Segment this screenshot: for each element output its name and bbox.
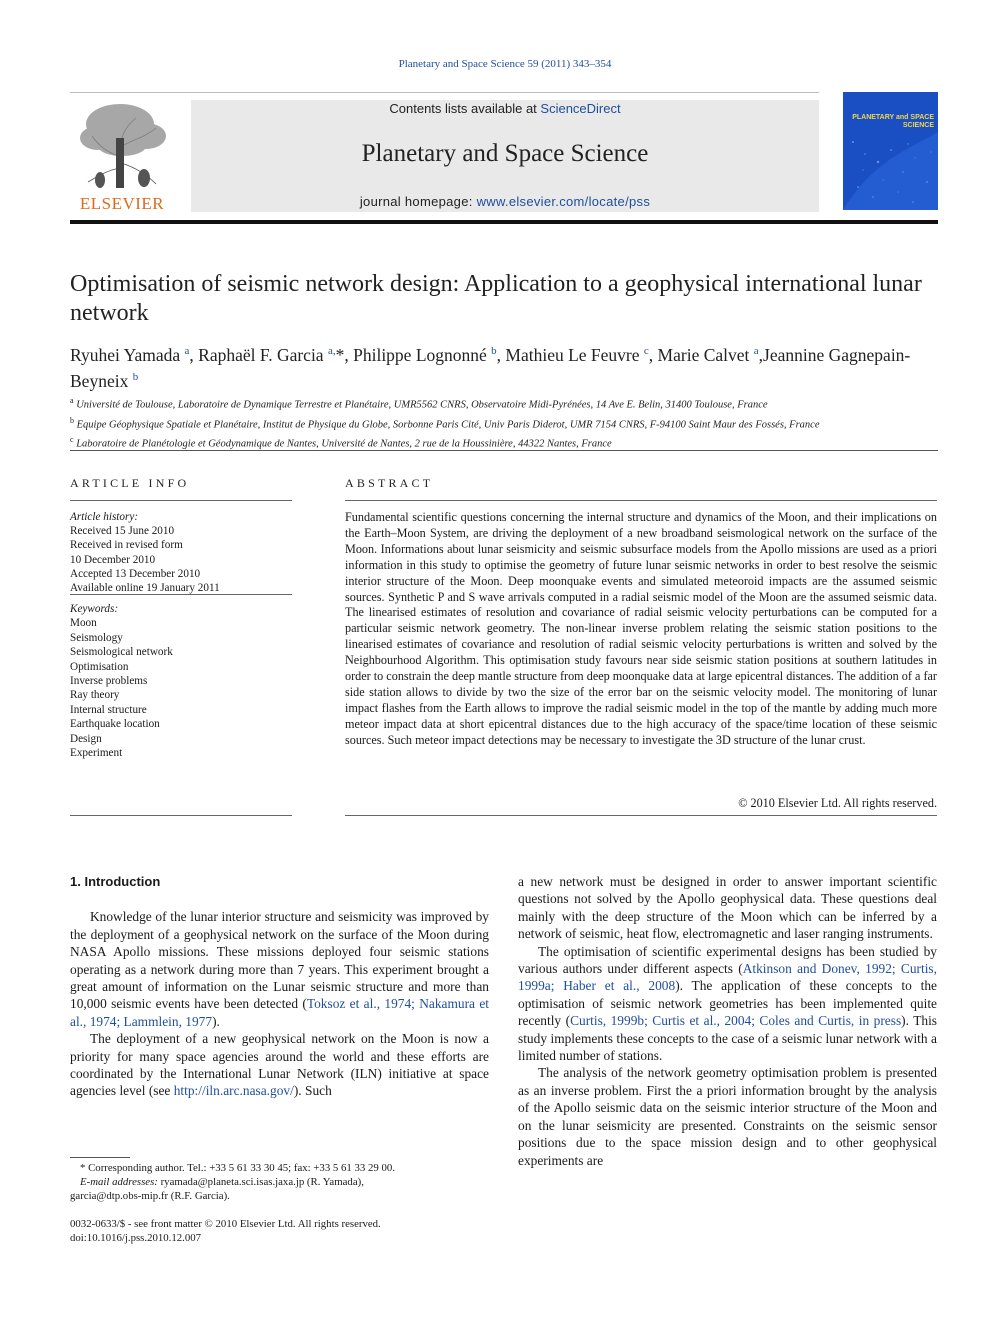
text-run: The optimisation of scientific experimental designs has been studied by various authors under different aspects ( <box>518 943 937 977</box>
keyword-item: Seismology <box>70 631 123 644</box>
history-line: Accepted 13 December 2010 <box>70 567 201 580</box>
affiliation-rule <box>70 450 938 451</box>
keyword-item: Ray theory <box>70 689 120 702</box>
affiliation-text: Laboratoire de Planétologie et Géodynamique de Nantes, Université de Nantes, 2 rue de la Houssinière, 44322 Nantes, France <box>73 438 612 450</box>
header-top-rule <box>70 92 819 93</box>
keyword-item: Moon <box>70 617 97 630</box>
author-name[interactable]: Ryuhei Yamada <box>70 344 185 365</box>
keywords-rule <box>70 815 292 816</box>
author-separator: , <box>758 344 764 365</box>
author-list <box>70 340 940 392</box>
body-paragraph <box>70 908 489 1030</box>
author-affiliation-mark: a <box>184 345 190 357</box>
text-run: ). This study implements these concepts to the case of a seismic lunar network with a limited number of stations. <box>518 1013 937 1064</box>
keyword-item: Design <box>70 732 102 745</box>
author-affiliation-mark: c <box>643 345 649 357</box>
body-paragraph: a new network must be designed in order to answer important scientific questions not solved by the Apollo geophysical data. These questions deal mainly with the deep structure of the Moon which can be inferred by a network of seismic, heat flow, electromagnetic and laser ranging instruments. <box>518 874 937 942</box>
keywords-label: Keywords: <box>70 603 119 615</box>
email-line <box>70 1175 489 1189</box>
abstract-rule <box>345 500 937 501</box>
abstract-heading: ABSTRACT <box>345 476 434 490</box>
cover-title: PLANETARY and SPACE SCIENCE <box>852 114 934 129</box>
affiliation-line <box>70 432 940 452</box>
journal-name: Planetary and Space Science <box>361 140 649 167</box>
body-column-right <box>518 873 937 1169</box>
keyword-item: Optimisation <box>70 660 129 673</box>
keyword-item: Experiment <box>70 747 123 760</box>
body-paragraph: The analysis of the network geometry optimisation problem is presented as an inverse problem. First the a priori information brought by the analysis of the Apollo seismic data on the seismic interior structure of the Moon and on the lunar seismicity are presented. Constraints on the seismic sensor positions due to the space mission design and to other geophysical experiments are <box>518 1065 937 1168</box>
author-name[interactable]: Philippe Lognonné <box>353 344 492 365</box>
email-label: E-mail addresses: <box>80 1176 158 1188</box>
journal-citation[interactable]: Planetary and Space Science 59 (2011) 343–354 <box>398 58 612 70</box>
corresponding-author-mark[interactable]: * <box>335 344 345 365</box>
history-line: 10 December 2010 <box>70 553 156 566</box>
elsevier-wordmark[interactable]: ELSEVIER <box>79 194 165 213</box>
body-paragraph <box>518 943 937 1065</box>
citation-link[interactable]: Atkinson and Donev, 1992; Curtis, 1999a; Haber et al., 2008 <box>518 961 937 994</box>
history-rule <box>70 594 292 595</box>
homepage-prefix: journal homepage: <box>359 194 477 209</box>
sciencedirect-link[interactable]: ScienceDirect <box>540 101 621 116</box>
affiliations <box>70 393 940 452</box>
affiliation-text: Equipe Géophysique Spatiale et Planétaire, Institut de Physique du Globe, Sorbonne Paris Cité, Univ Paris Diderot, UMR 7154 CNRS, F-94100 Saint Maur des Fossés, France <box>74 419 820 430</box>
article-title: Optimisation of seismic network design: Application to a geophysical international lunar network <box>70 271 922 326</box>
front-matter <box>70 1217 489 1245</box>
keywords <box>70 602 292 760</box>
affiliation-mark: a <box>70 396 74 405</box>
article-history <box>70 510 292 595</box>
affiliation-text: Université de Toulouse, Laboratoire de Dynamique Terrestre et Planétaire, UMR5562 CNRS, Observatoire Midi-Pyrénées, 14 Ave E. Belin, 31400 Toulouse, France <box>73 399 768 411</box>
history-line: Received 15 June 2010 <box>70 525 175 538</box>
body-column-left <box>70 873 489 1100</box>
author-affiliation-mark: a <box>753 345 759 357</box>
abstract-text: Fundamental scientific questions concerning the internal structure and dynamics of the Moon, and their implications on the Earth–Moon System, are driving the deployment of a new broadband seismological network on the surface of the Moon. Informations about lunar seismicity and seismic subsurface models from the Apollo missions are used as a priori information in this study to optimise the geometry of future lunar seismic networks in order to best resolve the seismic interior structure of the Moon. Deep moonquake events and simulated meteoroid impacts are the assumed seismic sources. Synthetic P and S wave arrivals computed in a radial seismic model of the Moon are the assumed seismic data. The linearised estimates of resolution and covariance of radial seismic velocity perturbations can be computed for a particular seismic network geometry. The non-linear inverse problem relating the seismic station positions to the linearised estimates of covariance and resolution of radial seismic velocity perturbations is written and solved by the Neighbourhood Algorithm. This optimisation study favours near side seismic station positions at southern latitudes in order to constrain the deep mantle structure from deep moonquake data at large epicentral distances. The addition of a far side station allows to divide by two the size of the error bar on the seismic velocity model. The monitoring of lunar impact flashes from the Earth allows to improve the radial seismic model in the top of the mantle by adding much more meteor impact data at short epicentral distances due to the high accuracy of the space/time location of these seismic sources. Such meteor impact detections may be necessary to investigate the 3D structure of the lunar crust. <box>345 510 937 747</box>
contents-prefix: Contents lists available at <box>389 101 541 116</box>
email-address[interactable]: garcia@dtp.obs-mip.fr (R.F. Garcia). <box>70 1190 230 1202</box>
author-name[interactable]: Mathieu Le Feuvre <box>505 344 644 365</box>
author-name[interactable]: Jeannine Gagnepain-Beyneix <box>70 344 911 391</box>
iln-url-link[interactable]: http://iln.arc.nasa.gov/ <box>173 1083 294 1099</box>
corresponding-author-note: * Corresponding author. Tel.: +33 5 61 33 30 45; fax: +33 5 61 33 29 00. <box>80 1162 396 1174</box>
contents-availability <box>191 101 819 116</box>
citation-link[interactable]: Curtis, 1999b; Curtis et al., 2004; Coles and Curtis, in press <box>570 1013 902 1029</box>
affiliation-mark: b <box>70 415 74 425</box>
text-run: ). The application of these concepts to the optimisation of seismic network geometries has been implemented quite recently ( <box>518 978 937 1029</box>
author-affiliation-mark: b <box>132 370 139 383</box>
author-separator: , <box>189 344 199 365</box>
abstract-copyright: © 2010 Elsevier Ltd. All rights reserved. <box>738 796 937 810</box>
text-run: The deployment of a new geophysical network on the Moon is now a priority for many space agencies around the world and these efforts are coordinated by the International Lunar Network (ILN) initiative at space agencies level (see <box>70 1031 489 1099</box>
cover-starfield-icon <box>843 92 938 210</box>
abstract-bottom-rule <box>345 815 937 816</box>
keyword-item: Internal structure <box>70 703 147 716</box>
issn-line: 0032-0633/$ - see front matter © 2010 Elsevier Ltd. All rights reserved. <box>70 1218 381 1230</box>
author-affiliation-mark: a, <box>327 345 336 357</box>
footnote-rule <box>70 1157 130 1158</box>
footnotes <box>70 1161 489 1203</box>
journal-cover-image[interactable] <box>843 92 938 210</box>
author-name[interactable]: Marie Calvet <box>657 344 754 365</box>
citation-link[interactable]: Toksoz et al., 1974; Nakamura et al., 1974; Lammlein, 1977 <box>70 996 489 1029</box>
keyword-item: Seismological network <box>70 646 173 659</box>
author-separator: , <box>496 344 506 365</box>
affiliation-mark: c <box>70 435 74 444</box>
history-line: Available online 19 January 2011 <box>70 582 220 595</box>
history-label: Article history: <box>70 511 139 523</box>
body-paragraph <box>70 1030 489 1100</box>
text-run: ). Such <box>293 1083 332 1099</box>
author-separator: , <box>648 344 658 365</box>
text-run: ). <box>212 1013 220 1029</box>
section-title: 1. Introduction <box>70 874 161 889</box>
homepage-link[interactable]: www.elsevier.com/locate/pss <box>476 194 651 209</box>
affiliation-line <box>70 393 940 413</box>
author-name[interactable]: Raphaël F. Garcia <box>198 344 328 365</box>
author-separator: , <box>344 344 354 365</box>
history-line: Received in revised form <box>70 539 183 552</box>
affiliation-line <box>70 413 940 433</box>
text-run: Knowledge of the lunar interior structure and seismicity was improved by the deployment of a geophysical network on the surface of the Moon during NASA Apollo missions. These missions deployed four seismic stations operating as a network during more than 7 years. This experiment brought a great amount of information on the Lunar seismic structure and more than 10,000 seismic events have been detected ( <box>70 909 489 1012</box>
journal-homepage <box>191 194 819 209</box>
article-info-heading: ARTICLE INFO <box>70 476 190 490</box>
article-info-rule <box>70 500 292 501</box>
email-address[interactable]: ryamada@planeta.sci.isas.jaxa.jp (R. Yamada), <box>157 1176 364 1188</box>
masthead-bottom-rule <box>70 220 938 224</box>
elsevier-tree-icon <box>70 98 174 190</box>
doi-line[interactable]: doi:10.1016/j.pss.2010.12.007 <box>70 1232 202 1244</box>
author-affiliation-mark: b <box>491 345 497 357</box>
keyword-item: Earthquake location <box>70 718 160 731</box>
keyword-item: Inverse problems <box>70 675 148 688</box>
